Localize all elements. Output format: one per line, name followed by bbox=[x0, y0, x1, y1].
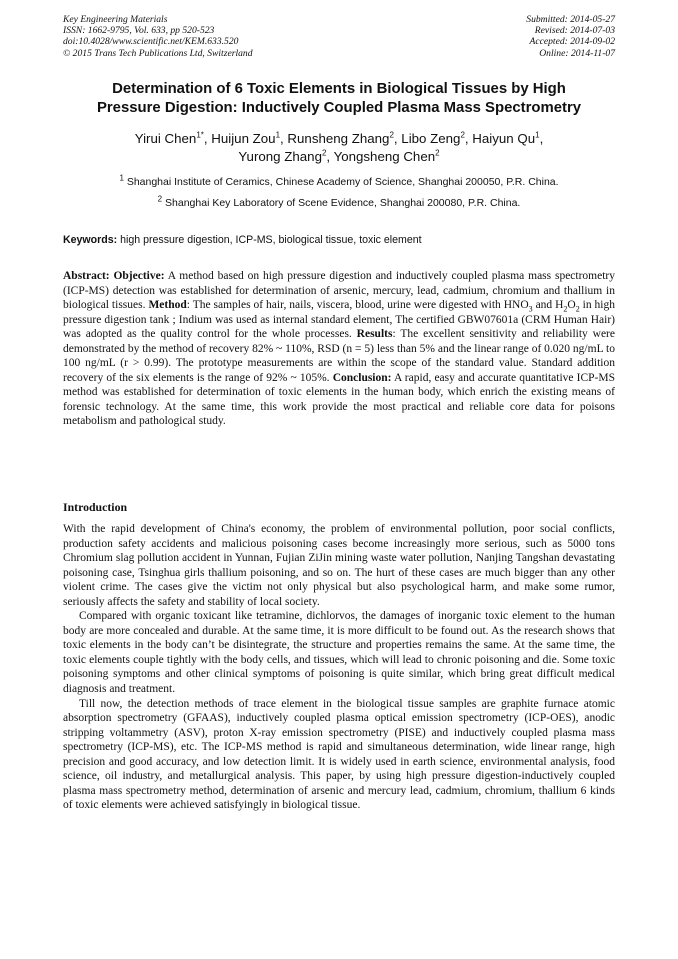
author-affiliation-mark: 1 bbox=[535, 130, 540, 140]
introduction-heading: Introduction bbox=[63, 500, 128, 514]
keywords bbox=[63, 233, 623, 247]
issn: ISSN: 1662-9795, Vol. 633, pp 520-523 bbox=[63, 25, 215, 37]
paper-title bbox=[40, 80, 638, 118]
author-name: Yurong Zhang bbox=[238, 149, 322, 164]
conclusion-label: Conclusion: bbox=[332, 371, 392, 384]
abstract-label: Abstract: bbox=[63, 270, 110, 282]
author-name: Haiyun Qu bbox=[472, 131, 536, 146]
paragraph: Till now, the detection methods of trace element in the biological tissue samples are graphite furnace atomic absorption spectrometry (GFAAS), inductively coupled plasma optical emission spectrometry (ICP-OES), anodic stripping voltammetry (ASV), proton X-ray emission spectrometry (PISE) and inductively coupled plasma mass spectrometry (ICP-MS), etc. The ICP-MS method is rapid and simultaneous determination, wide linear range, high precision and good accuracy, and low detection limit. It is widely used in earth science, environmental analysis, food science, oil industry, and metallurgical analysis. This paper, by using high pressure digestion-inductively coupled plasma mass spectrometry method, determination of arsenic and mercury lead, cadmium, chromium, thallium 6 kinds of toxic elements were achieved satisfyingly in biological tissue. bbox=[63, 697, 615, 812]
introduction-body bbox=[63, 522, 615, 813]
keywords-text: high pressure digestion, ICP-MS, biological tissue, toxic element bbox=[120, 234, 422, 246]
keywords-label: Keywords: bbox=[63, 234, 118, 246]
author-list bbox=[40, 130, 638, 166]
online-date: Online: 2014-11-07 bbox=[539, 47, 615, 59]
journal-header-right bbox=[526, 14, 615, 59]
author-name: Yongsheng Chen bbox=[333, 149, 436, 164]
affiliation-2 bbox=[40, 194, 638, 210]
author-line-2: Yurong Zhang$^2$, Yongsheng Chen$^2$ bbox=[238, 148, 440, 164]
author-line-1: Yirui Chen$^{1*}$, Huijun Zou$^1$, Runsheng Zhang$^2$, Libo Zeng$^2$, Haiyun Qu$^1$, bbox=[134, 130, 544, 146]
conclusion-text: A rapid, easy and accurate quantitative ICP-MS method was established for determination of toxic elements in the human body, which enrich the existing means of forensic technology. At the same time, this work provide the most practical and reliable core data for poisons metabolism and pathological study. bbox=[63, 371, 615, 428]
objective-text: A method based on high pressure digestion and inductively coupled plasma mass spectrometry (ICP-MS) detection was established for determination of arsenic, mercury, lead, cadmium, chromium and thallium in biological tissues. bbox=[63, 270, 615, 312]
paragraph: Compared with organic toxicant like tetramine, dichlorvos, the damages of inorganic toxic element to the human body are more concealed and durable. At the same time, it is more difficult to be found out. As the research shows that toxic elements in the body can’t be disintegrate, the structure and properties remains the same. At the same time, the toxic elements couple tightly with the body cells, and tissues, which will lead to chronic poisoning and die. Some toxic poisoning symptoms and other clinical symptoms of poisoning is quite similar, which bring great difficult medical diagnosis and treatment. bbox=[63, 610, 615, 696]
abstract: Abstract: Objective: A method based on high pressure digestion and inductively coupled plasma mass spectrometry (ICP-MS) detection was established for determination of arsenic, mercury, lead, cadmium, chromium and thallium in biological tissues. Method: The samples of hair, nails, viscera, blood, urine were digested with $HNO_3$ and $H_2O_2$ in high pressure digestion tank ; Indium was used as internal standard element, The certified GBW07601a (CRM Human Hair) was adopted as the quality control for the whole processes. Results: The excellent sensitivity and reliability were demonstrated by the method of recovery 82% ~ 110%, RSD (n = 5) less than 5% and the linear range of 0.020 ng/mL to 100 ng/mL (r > 0.99). The prototype measurements are within the scope of the standard value. Standard addition recovery of the six elements is the range of 92% ~ 105%. Conclusion: A rapid, easy and accurate quantitative ICP-MS method was established for determination of toxic elements in the human body, which enrich the existing means of forensic technology. At the same time, this work provide the most practical and reliable core data for poisons metabolism and pathological study. bbox=[63, 270, 616, 428]
journal-name: Key Engineering Materials bbox=[63, 14, 168, 25]
title-line-1: Determination of 6 Toxic Elements in Biological Tissues by High bbox=[112, 81, 566, 97]
affiliation-1 bbox=[40, 173, 638, 189]
method-text: : The samples of hair, nails, viscera, blood, urine were digested with HNO bbox=[186, 299, 529, 312]
affiliation-text: Shanghai Institute of Ceramics, Chinese Academy of Science, Shanghai 200050, P.R. China. bbox=[126, 176, 559, 188]
author-affiliation-mark: 2 bbox=[389, 130, 394, 140]
author-name: Libo Zeng bbox=[401, 131, 461, 146]
author-affiliation-mark: 1 bbox=[275, 130, 281, 140]
submitted-date: Submitted: 2014-05-27 bbox=[526, 14, 615, 25]
objective-label: Objective: bbox=[113, 270, 165, 282]
author-affiliation-mark: 2 bbox=[460, 130, 465, 140]
affiliation-mark: 1 bbox=[119, 173, 124, 183]
author-affiliation-mark: 1* bbox=[196, 130, 204, 140]
journal-header-left bbox=[63, 14, 253, 59]
affiliation-mark: 2 bbox=[157, 194, 163, 204]
results-label: Results bbox=[356, 328, 393, 341]
author-name: Huijun Zou bbox=[211, 131, 276, 146]
method-label: Method bbox=[148, 299, 187, 312]
copyright: © 2015 Trans Tech Publications Ltd, Switzerland bbox=[63, 47, 253, 59]
doi[interactable]: doi:10.4028/www.scientific.net/KEM.633.520 bbox=[63, 36, 239, 48]
author-affiliation-mark: 2 bbox=[435, 148, 440, 158]
revised-date: Revised: 2014-07-03 bbox=[534, 25, 615, 37]
title-line-2: Pressure Digestion: Inductively Coupled Plasma Mass Spectrometry bbox=[96, 100, 582, 116]
author-affiliation-mark: 2 bbox=[321, 148, 327, 158]
paragraph: With the rapid development of China's economy, the problem of environmental pollution, poor social conflicts, production safety accidents and malicious poisoning cases become increasingly more serious, such as 5000 tons Chromium slag pollution accident in Yunnan, Fujian ZiJin mining waste water pollution, Nanjing Tangshan devastating poisoning case, Tsinghua girls thallium poisoning, and so on. The hurt of these cases are much bigger than any other violent crime. The cases give the victim not only physical but also psychological harm, and make some rumor, seriously affects the safety and stability of local society. bbox=[63, 523, 615, 608]
affiliation-text: Shanghai Key Laboratory of Scene Evidence, Shanghai 200080, P.R. China. bbox=[165, 197, 521, 209]
accepted-date: Accepted: 2014-09-02 bbox=[529, 36, 615, 48]
author-name: Runsheng Zhang bbox=[287, 131, 390, 146]
results-text: : The excellent sensitivity and reliability were demonstrated by the method of recovery 82% ~ 110%, RSD (n = 5) less than 5% and the linear range of 0.020 ng/mL to 100 ng/mL (r > 0.99). The prototype measurements are within the scope of the standard value. Standard addition recovery of the six elements is the range of 92% ~ 105%. bbox=[63, 328, 615, 384]
author-name: Yirui Chen bbox=[134, 131, 197, 146]
